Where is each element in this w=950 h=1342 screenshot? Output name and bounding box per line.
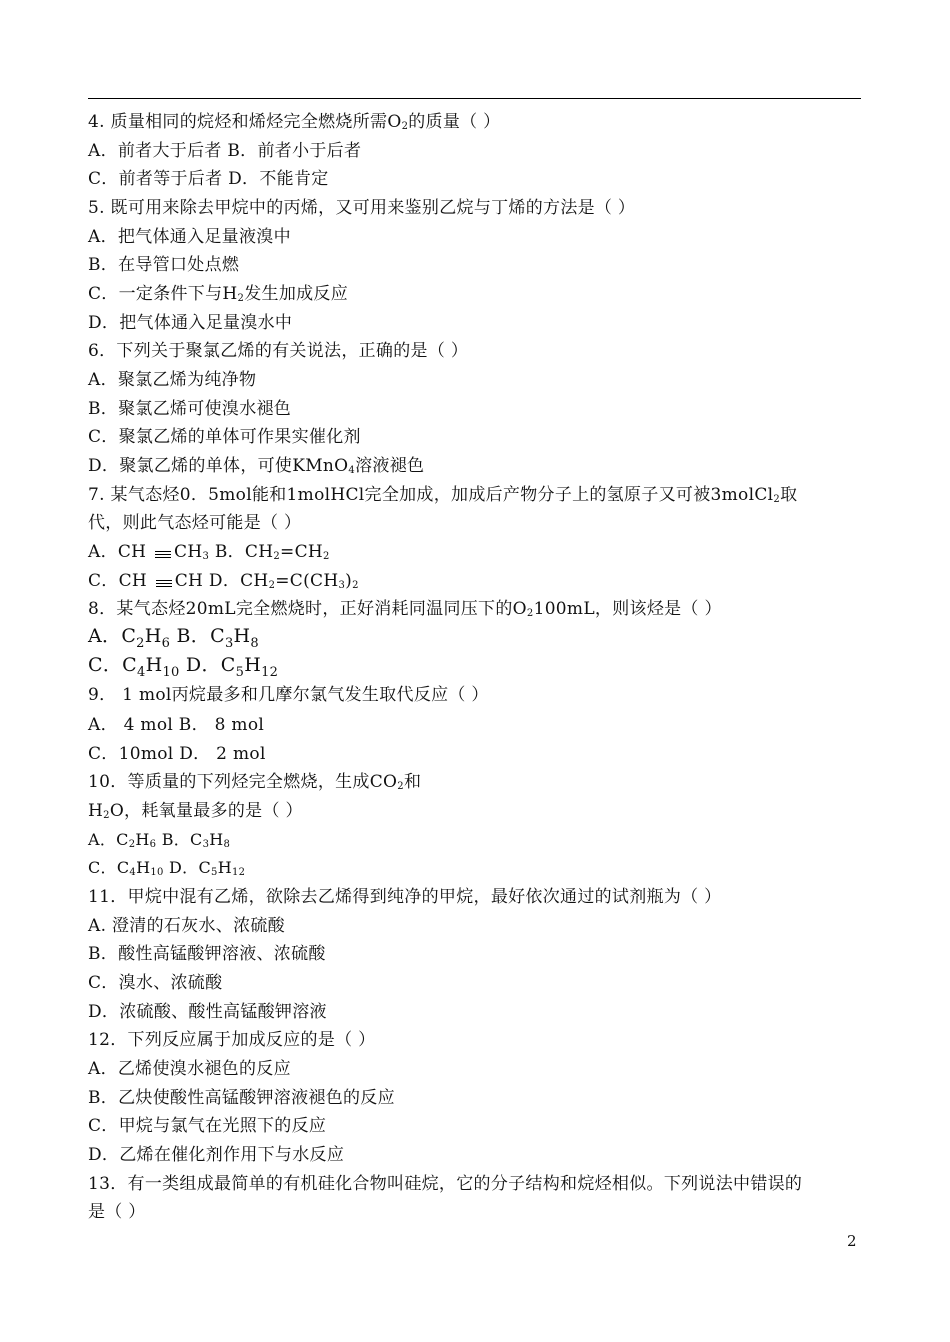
header-rule: [88, 98, 861, 99]
q11-option-c: C．溴水、浓硫酸: [88, 973, 223, 993]
q5-option-c: C．一定条件下与$H_2$发生加成反应: [88, 284, 349, 304]
q10-options-cd: C．$C_4H_{10}$ D．$C_5H_{12}$: [88, 858, 246, 878]
question-9: 9． 1 mol丙烷最多和几摩尔氯气发生取代反应（ ）: [88, 685, 489, 705]
q12-option-d: D．乙烯在催化剂作用下与水反应: [88, 1145, 345, 1165]
q4-options-cd: C．前者等于后者 D．不能肯定: [88, 169, 329, 189]
question-11: 11．甲烷中混有乙烯，欲除去乙烯得到纯净的甲烷，最好依次通过的试剂瓶为（ ）: [88, 887, 722, 907]
question-5: 5. 既可用来除去甲烷中的丙烯，又可用来鉴别乙烷与丁烯的方法是（ ）: [88, 198, 636, 218]
triple-bond-icon: [154, 574, 174, 588]
question-7: 7. 某气态烃0．5mol能和1molHCl完全加成，加成后产物分子上的氢原子又可被3molCl$_2$取: [88, 485, 798, 505]
question-13-cont: 是（ ）: [88, 1202, 146, 1222]
question-12: 12．下列反应属于加成反应的是（ ）: [88, 1030, 376, 1050]
q10-options-ab: A．$C_2H_6$ B．$C_3H_8$: [88, 830, 231, 850]
q11-option-a: A. 澄清的石灰水、浓硫酸: [88, 916, 285, 936]
q12-option-c: C．甲烷与氯气在光照下的反应: [88, 1116, 327, 1136]
question-10: 10．等质量的下列烃完全燃烧，生成$CO_2$和: [88, 772, 422, 792]
q11-option-d: D．浓硫酸、酸性高锰酸钾溶液: [88, 1002, 327, 1022]
question-13: 13．有一类组成最简单的有机硅化合物叫硅烷，它的分子结构和烷烃相似。下列说法中错误的: [88, 1174, 803, 1194]
question-10-cont: $H_2O$，耗氧量最多的是（ ）: [88, 801, 303, 821]
q7-options-ab: A．CH $CH_3$ B．$CH_2=CH_2$: [88, 542, 330, 562]
triple-bond-icon: [153, 545, 173, 559]
q11-option-b: B．酸性高锰酸钾溶液、浓硫酸: [88, 944, 326, 964]
q6-option-c: C．聚氯乙烯的单体可作果实催化剂: [88, 427, 361, 447]
q9-options-ab: A． 4 mol B． 8 mol: [88, 715, 265, 735]
q5-option-d: D．把气体通入足量溴水中: [88, 313, 293, 333]
q9-options-cd: C．10mol D． 2 mol: [88, 744, 266, 764]
q6-option-a: A．聚氯乙烯为纯净物: [88, 370, 257, 390]
question-4: 4. 质量相同的烷烃和烯烃完全燃烧所需$O_2$的质量（ ）: [88, 112, 501, 132]
q12-option-b: B．乙炔使酸性高锰酸钾溶液褪色的反应: [88, 1088, 395, 1108]
page-number: 2: [847, 1232, 857, 1250]
q6-option-b: B．聚氯乙烯可使溴水褪色: [88, 399, 292, 419]
q4-options-ab: A．前者大于后者 B．前者小于后者: [88, 141, 362, 161]
q8-options-cd: C．$C_4H_{10}$ D．$C_5H_{12}$: [88, 654, 279, 680]
q12-option-a: A．乙烯使溴水褪色的反应: [88, 1059, 291, 1079]
q5-option-a: A．把气体通入足量液溴中: [88, 227, 291, 247]
q7-options-cd: C．CH CH D．$CH_2=C(CH_3)_2$: [88, 571, 359, 591]
q8-options-ab: A．$C_2H_6$ B．$C_3H_8$: [88, 625, 259, 651]
q5-option-b: B．在导管口处点燃: [88, 255, 240, 275]
question-6: 6．下列关于聚氯乙烯的有关说法，正确的是（ ）: [88, 341, 469, 361]
question-7-cont: 代，则此气态烃可能是（ ）: [88, 513, 302, 533]
question-8: 8．某气态烃20mL完全燃烧时，正好消耗同温同压下的$O_2100mL$，则该烃是（ ）: [88, 599, 722, 619]
q6-option-d: D．聚氯乙烯的单体，可使KMnO$_4$溶液褪色: [88, 456, 425, 476]
